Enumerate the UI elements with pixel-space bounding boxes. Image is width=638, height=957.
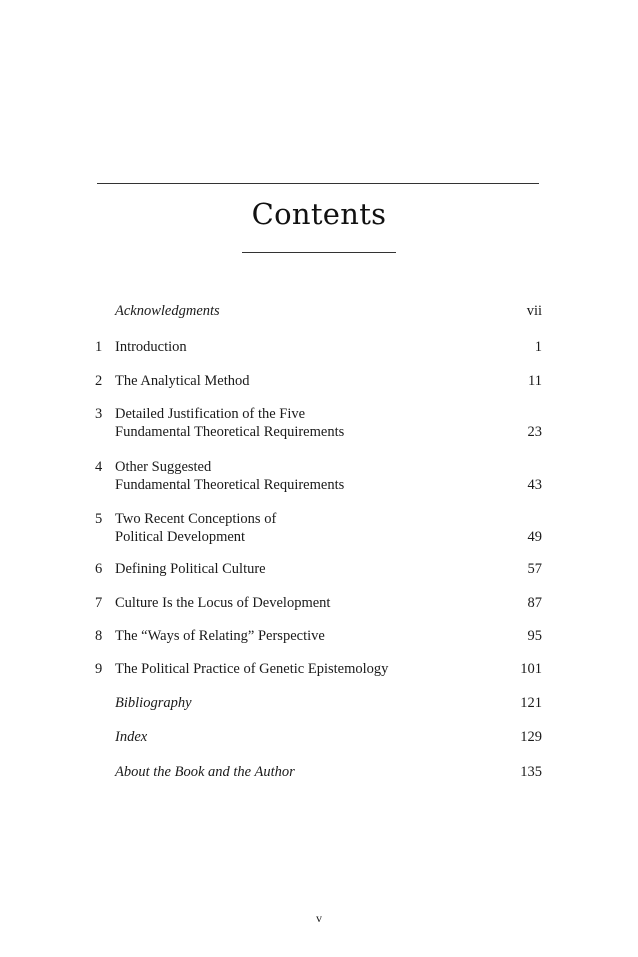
entry-title-line: Introduction	[115, 339, 187, 355]
entry-title	[115, 372, 495, 390]
chapter-number: 1	[95, 339, 103, 355]
entry-title-line: Culture Is the Locus of Development	[115, 595, 331, 611]
page-reference: 135	[520, 764, 542, 780]
page-reference: 57	[527, 561, 542, 577]
entry-title-line: Other Suggested	[115, 459, 212, 475]
entry-title-line: Fundamental Theoretical Requirements	[115, 424, 345, 440]
chapter-number: 8	[95, 628, 103, 644]
page-number: v	[316, 911, 322, 925]
page-reference: 43	[527, 477, 542, 493]
page-reference: 101	[520, 661, 542, 677]
page-reference: 95	[527, 628, 542, 644]
entry-title-line: The Analytical Method	[115, 373, 250, 389]
chapter-number: 7	[95, 595, 103, 611]
chapter-number: 6	[95, 561, 103, 577]
page-reference: 129	[520, 729, 542, 745]
page-reference: 87	[527, 595, 542, 611]
entry-title-line: Detailed Justification of the Five	[115, 406, 306, 422]
chapter-number: 3	[95, 406, 103, 422]
page-reference: 1	[534, 339, 542, 355]
page-reference: 23	[527, 424, 542, 440]
entry-title	[115, 510, 495, 546]
chapter-number: 5	[95, 511, 103, 527]
entry-title	[115, 728, 495, 746]
entry-title	[115, 594, 495, 612]
page-title: Contents	[251, 197, 387, 231]
page-reference: 121	[520, 695, 542, 711]
entry-title-line: Two Recent Conceptions of	[115, 511, 277, 527]
page-reference: 11	[528, 373, 542, 389]
entry-title	[115, 338, 495, 356]
chapter-number: 9	[95, 661, 103, 677]
entry-title	[115, 660, 495, 678]
page-reference: vii	[526, 303, 542, 319]
chapter-number: 2	[95, 373, 103, 389]
entry-title	[115, 694, 495, 712]
entry-title-line: Defining Political Culture	[115, 561, 266, 577]
entry-title-line: About the Book and the Author	[115, 764, 295, 780]
entry-title-line: Index	[115, 729, 148, 745]
entry-title-line: Acknowledgments	[115, 303, 220, 319]
entry-title	[115, 560, 495, 578]
entry-title-line: Bibliography	[115, 695, 192, 711]
entry-title-line: The “Ways of Relating” Perspective	[115, 628, 325, 644]
chapter-number: 4	[95, 459, 103, 475]
entry-title	[115, 302, 495, 320]
page-reference: 49	[527, 529, 542, 545]
entry-title-line: Political Development	[115, 529, 246, 545]
entry-title-line: The Political Practice of Genetic Epistemology	[115, 661, 389, 677]
entry-title	[115, 405, 495, 441]
entry-title	[115, 458, 495, 494]
entry-title	[115, 627, 495, 645]
entry-title-line: Fundamental Theoretical Requirements	[115, 477, 345, 493]
entry-title	[115, 763, 495, 781]
